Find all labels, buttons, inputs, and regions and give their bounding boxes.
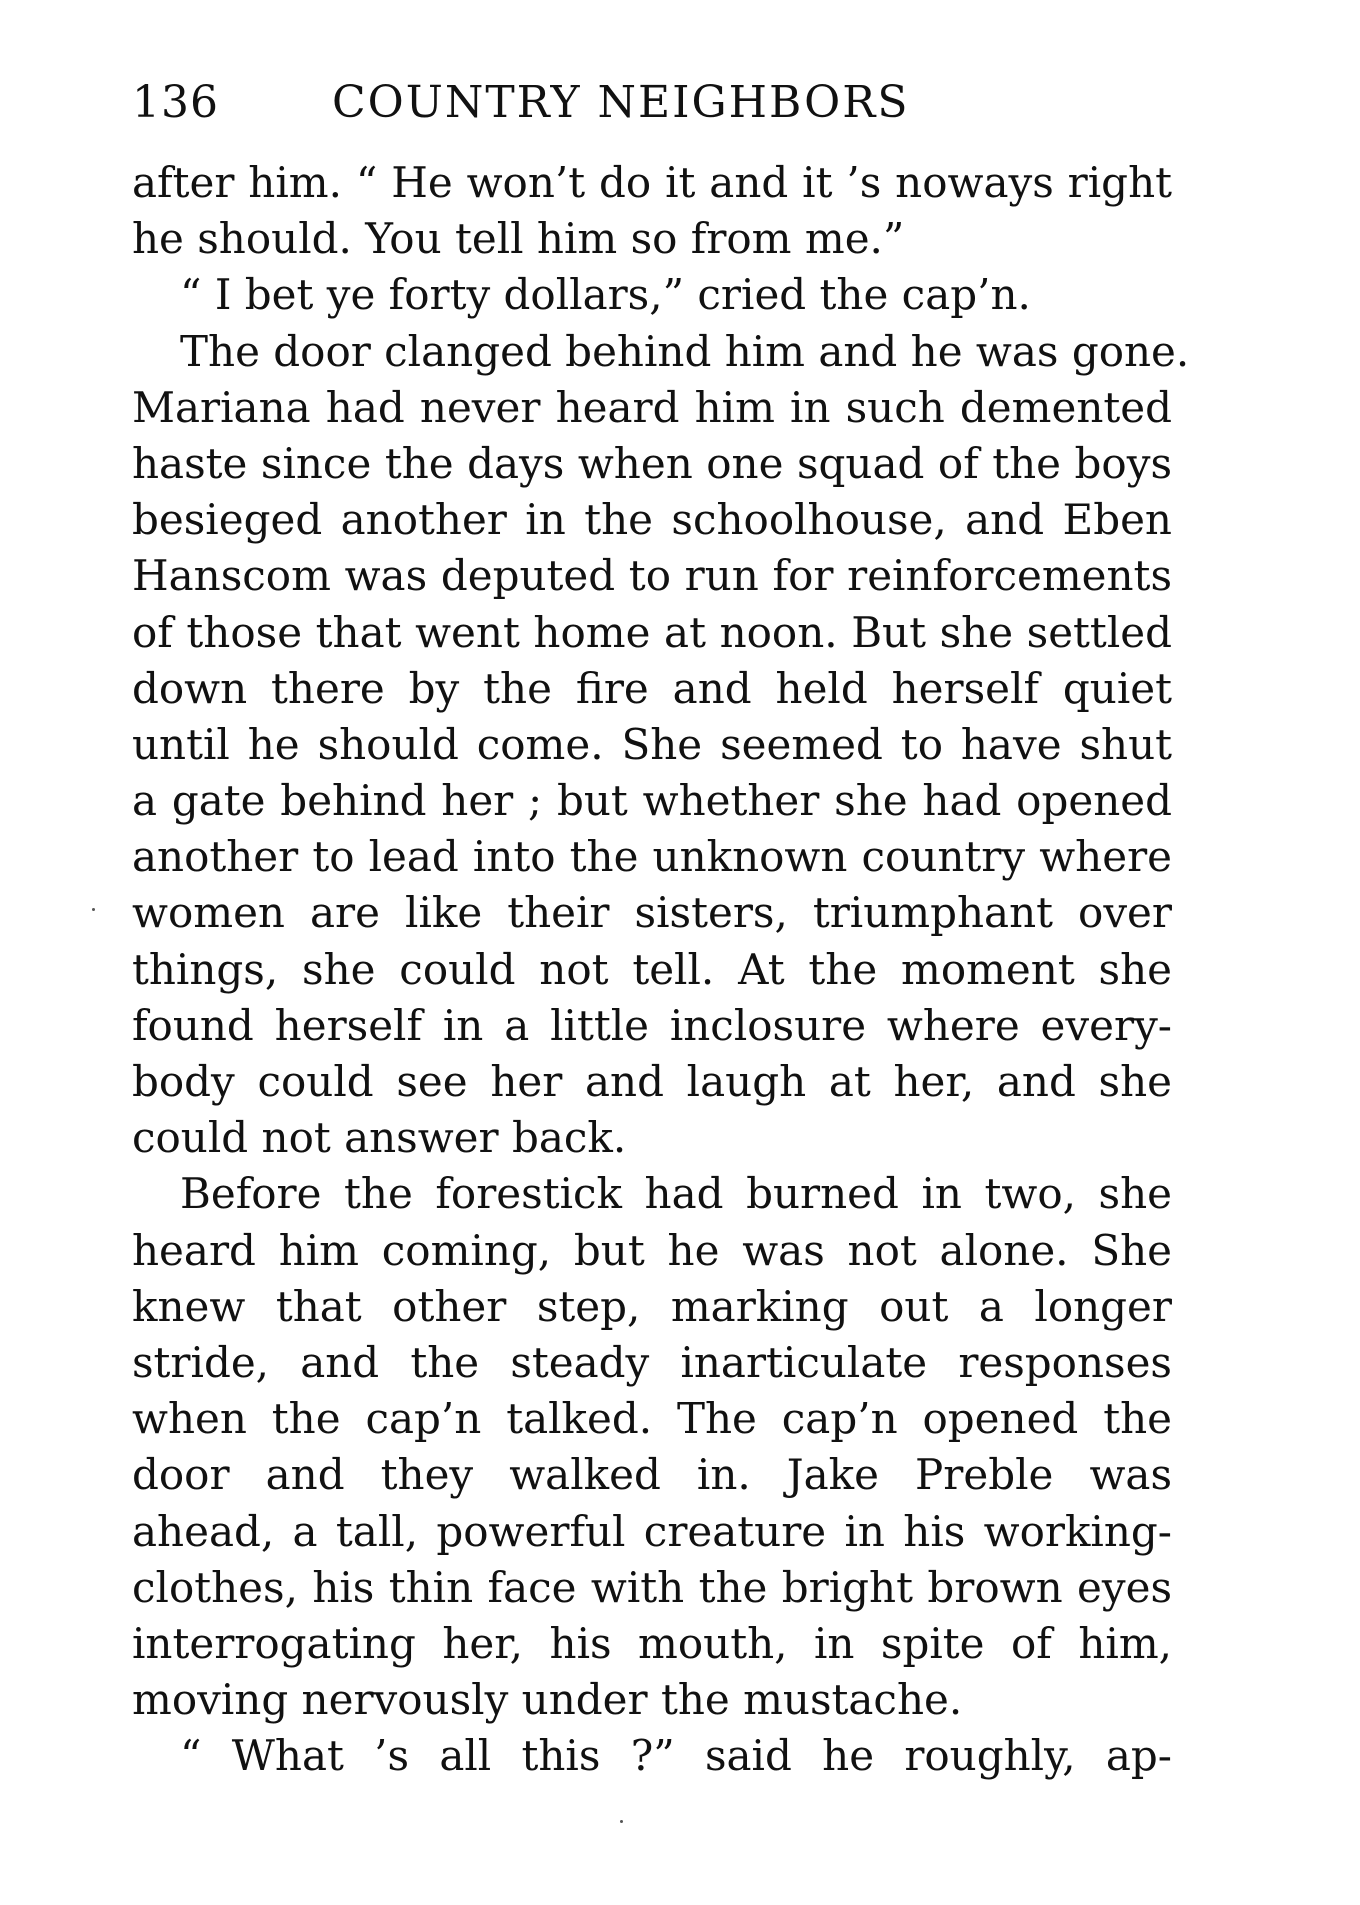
page-number: 136 [132, 77, 219, 128]
text-line: after him. “ He won’t do it and it ’s noways right [132, 158, 1172, 207]
text-line: he should. You tell him so from me.” [132, 214, 905, 264]
text-line: stride, and the steady inarticulate responses [132, 1337, 1172, 1387]
text-line: down there by the fire and held herself quiet [132, 663, 1172, 713]
paper-speck [92, 908, 95, 911]
text-line: when the cap’n talked. The cap’n opened the [132, 1394, 1172, 1444]
text-line: clothes, his thin face with the bright brown eyes [132, 1562, 1172, 1612]
text-line: heard him coming, but he was not alone. She [132, 1225, 1172, 1275]
text-line: besieged another in the schoolhouse, and Eben [132, 495, 1172, 545]
text-line: a gate behind her ; but whether she had opened [132, 776, 1172, 826]
text-line: found herself in a little inclosure where every- [132, 1000, 1172, 1050]
text-line: women are like their sisters, triumphant over [132, 888, 1172, 938]
text-line: Before the forestick had burned in two, she [180, 1169, 1172, 1219]
text-line: The door clanged behind him and he was gone. [180, 326, 1190, 376]
text-line: could not answer back. [132, 1113, 627, 1163]
text-line: “ What ’s all this ?” said he roughly, ap- [180, 1731, 1172, 1781]
body-text [132, 155, 1190, 1784]
paper-speck [620, 1820, 623, 1823]
text-line: Hanscom was deputed to run for reinforcements [132, 551, 1172, 601]
text-line: door and they walked in. Jake Preble was [132, 1450, 1172, 1500]
text-line: “ I bet ye forty dollars,” cried the cap’n. [180, 270, 1031, 320]
text-line: interrogating her, his mouth, in spite of him, [132, 1618, 1172, 1668]
running-head [132, 72, 1172, 134]
text-line: another to lead into the unknown country where [132, 832, 1172, 882]
text-line: until he should come. She seemed to have shut [132, 719, 1172, 769]
text-line: body could see her and laugh at her, and she [132, 1057, 1172, 1106]
text-line: Mariana had never heard him in such demented [132, 382, 1172, 432]
text-line: ahead, a tall, powerful creature in his working- [132, 1506, 1172, 1556]
text-line: haste since the days when one squad of the boys [132, 438, 1172, 488]
text-line: moving nervously under the mustache. [132, 1675, 963, 1725]
text-line: of those that went home at noon. But she settled [132, 607, 1172, 657]
running-title: COUNTRY NEIGHBORS [332, 77, 910, 128]
text-line: knew that other step, marking out a longer [132, 1281, 1172, 1331]
text-line: things, she could not tell. At the moment she [132, 944, 1172, 994]
